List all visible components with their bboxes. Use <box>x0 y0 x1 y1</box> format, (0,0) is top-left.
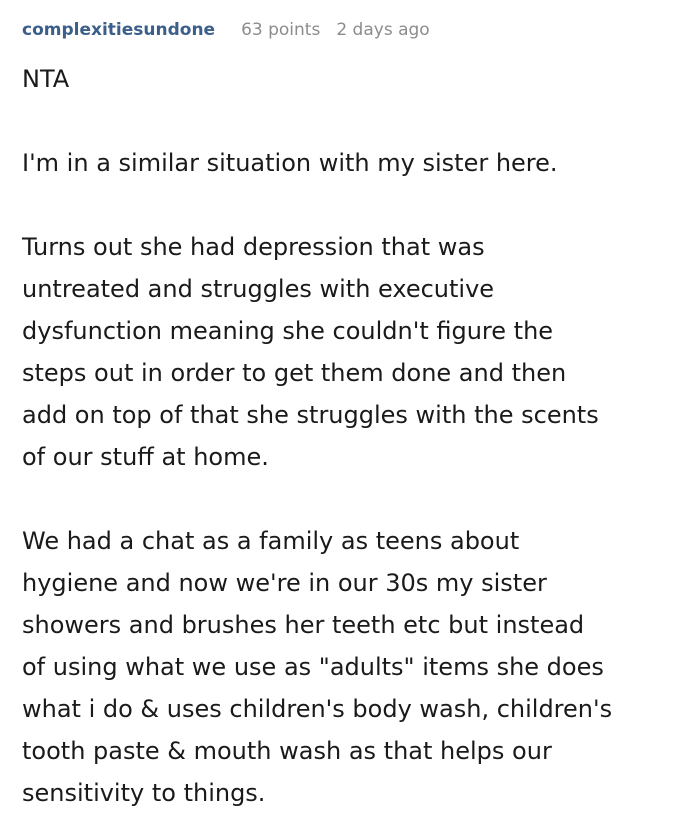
comment-text-line: add on top of that she struggles with the scents <box>22 401 599 429</box>
comment-text-line: showers and brushes her teeth etc but instead <box>22 611 585 639</box>
comment-text-line: We had a chat as a family as teens about <box>22 527 520 555</box>
comment-text-line: dysfunction meaning she couldn't figure the <box>22 317 554 345</box>
comment-meta <box>22 14 692 46</box>
comment-text-line: I'm in a similar situation with my sister here. <box>22 149 558 177</box>
comment-text-line: of our stuff at home. <box>22 443 269 471</box>
comment <box>22 14 692 814</box>
comment-text-line: untreated and struggles with executive <box>22 275 495 303</box>
comment-paragraph <box>22 226 692 478</box>
comment-timestamp[interactable]: 2 days ago <box>336 20 430 40</box>
comment-author-link[interactable]: complexitiesundone <box>22 20 216 40</box>
comment-text-line: NTA <box>22 65 70 93</box>
comment-paragraph <box>22 520 692 814</box>
comment-text-line: of using what we use as "adults" items she does <box>22 653 604 681</box>
comment-text-line: sensitivity to things. <box>22 779 266 807</box>
comment-body <box>22 58 692 814</box>
comment-text-line: hygiene and now we're in our 30s my sister <box>22 569 547 597</box>
comment-points: 63 points <box>241 20 321 40</box>
comment-text-line: tooth paste & mouth wash as that helps our <box>22 737 552 765</box>
comment-text-line: Turns out she had depression that was <box>22 233 485 261</box>
comment-text-line: steps out in order to get them done and then <box>22 359 567 387</box>
comment-paragraph <box>22 58 692 100</box>
comment-text-line: what i do & uses children's body wash, children's <box>22 695 613 723</box>
comment-paragraph <box>22 142 692 184</box>
